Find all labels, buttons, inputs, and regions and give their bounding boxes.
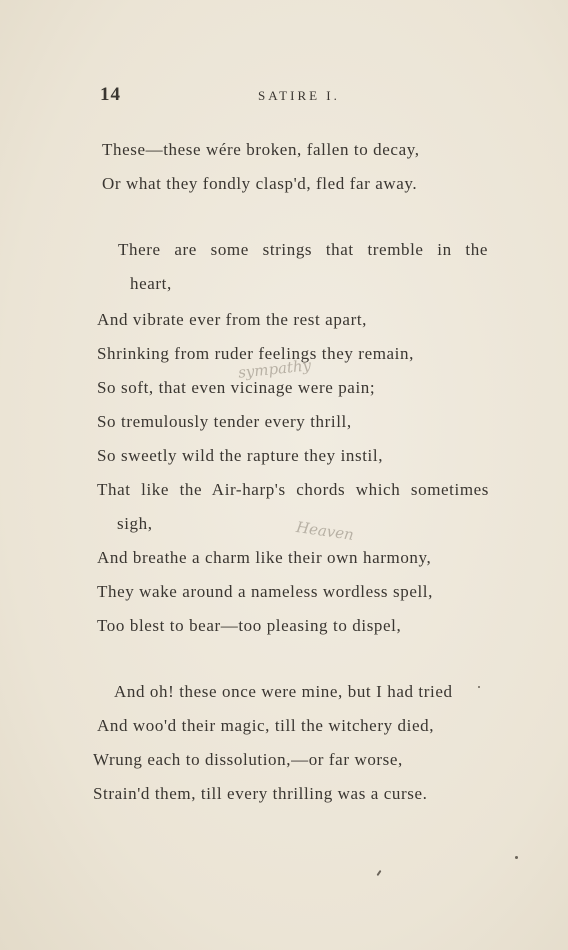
poem-line: Too blest to bear—too pleasing to dispel, xyxy=(97,616,402,635)
poem-line: Wrung each to dissolution,—or far worse, xyxy=(93,750,403,769)
handwritten-annotation: Heaven xyxy=(295,518,355,544)
poem-line: Or what they fondly clasp'd, fled far away. xyxy=(102,174,418,193)
paper-speck xyxy=(376,870,381,876)
poem-line: So soft, that even vicinage were pain; xyxy=(97,378,376,397)
poem-line: heart, xyxy=(130,274,172,293)
running-head: SATIRE I. xyxy=(258,88,340,103)
poem-line: These—these wére broken, fallen to decay, xyxy=(102,140,420,159)
paper-speck xyxy=(478,686,480,688)
paper-speck xyxy=(515,856,518,859)
poem-line: Shrinking from ruder feelings they remain, xyxy=(97,344,414,363)
poem-line: Strain'd them, till every thrilling was a curse. xyxy=(93,784,428,803)
poem-line: So sweetly wild the rapture they instil, xyxy=(97,446,384,465)
poem-line: They wake around a nameless wordless spell, xyxy=(97,582,433,601)
handwritten-annotation: sympathy xyxy=(237,356,312,382)
poem-line: And oh! these once were mine, but I had tried xyxy=(114,682,453,701)
poem-line: And woo'd their magic, till the witchery died, xyxy=(97,716,435,735)
poem-line: And vibrate ever from the rest apart, xyxy=(97,310,368,329)
poem-line: There are some strings that tremble in the xyxy=(118,240,488,259)
poem-line: And breathe a charm like their own harmony, xyxy=(97,548,432,567)
poem-line: That like the Air-harp's chords which sometimes xyxy=(97,480,489,499)
page-number: 14 xyxy=(100,84,121,105)
poem-line: sigh, xyxy=(117,514,153,533)
poem-line: So tremulously tender every thrill, xyxy=(97,412,352,431)
